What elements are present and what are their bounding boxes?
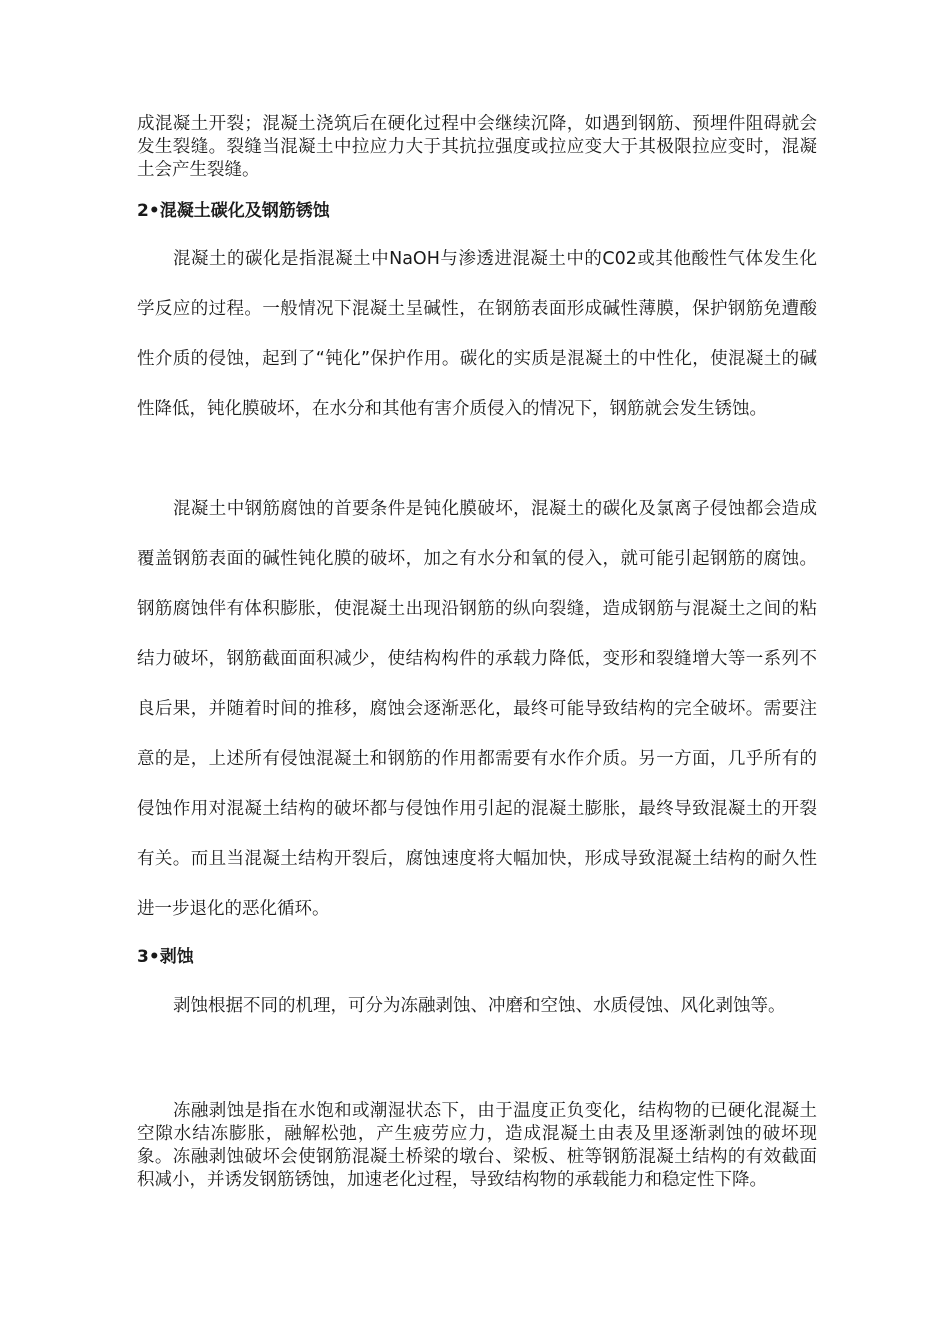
spalling-intro-paragraph: 剥蚀根据不同的机理，可分为冻融剥蚀、冲磨和空蚀、水质侵蚀、风化剥蚀等。 [173,996,786,1016]
section-2-heading: 2•混凝土碳化及钢筋锈蚀 [137,201,330,221]
freeze-thaw-paragraph: 冻融剥蚀是指在水饱和或潮湿状态下，由于温度正负变化，结构物的已硬化混凝土空隙水结冻膨胀，融解松弛，产生疲劳应力，造成混凝土由表及里逐渐剥蚀的破坏现象。冻融剥蚀破坏会使钢筋混凝土桥梁的墩台、梁板、桩等钢筋混凝土结构的有效截面积减小，并诱发钢筋锈蚀，加速老化过程，导致结构物的承载能力和稳定性下降。 [137,1101,817,1190]
intro-paragraph: 成混凝土开裂；混凝土浇筑后在硬化过程中会继续沉降，如遇到钢筋、预埋件阻碍就会发生裂缝。裂缝当混凝土中拉应力大于其抗拉强度或拉应变大于其极限拉应变时，混凝土会产生裂缝。 [137,114,817,180]
section-3-heading: 3•剥蚀 [137,947,194,967]
carbonation-paragraph: 混凝土的碳化是指混凝土中NaOH与渗透进混凝土中的C02或其他酸性气体发生化学反应的过程。一般情况下混凝土呈碱性，在钢筋表面形成碱性薄膜，保护钢筋免遭酸性介质的侵蚀，起到了“钝化”保护作用。碳化的实质是混凝土的中性化，使混凝土的碱性降低，钝化膜破坏，在水分和其他有害介质侵入的情况下，钢筋就会发生锈蚀。 [137,249,817,419]
corrosion-paragraph: 混凝土中钢筋腐蚀的首要条件是钝化膜破坏，混凝土的碳化及氯离子侵蚀都会造成覆盖钢筋表面的碱性钝化膜的破坏，加之有水分和氧的侵入，就可能引起钢筋的腐蚀。钢筋腐蚀伴有体积膨胀，使混凝土出现沿钢筋的纵向裂缝，造成钢筋与混凝土之间的粘结力破坏，钢筋截面面积减少，使结构构件的承载力降低，变形和裂缝增大等一系列不良后果，并随着时间的推移，腐蚀会逐渐恶化，最终可能导致结构的完全破坏。需要注意的是，上述所有侵蚀混凝土和钢筋的作用都需要有水作介质。另一方面，几乎所有的侵蚀作用对混凝土结构的破坏都与侵蚀作用引起的混凝土膨胀，最终导致混凝土的开裂有关。而且当混凝土结构开裂后，腐蚀速度将大幅加快，形成导致混凝土结构的耐久性进一步退化的恶化循环。 [137,499,817,919]
